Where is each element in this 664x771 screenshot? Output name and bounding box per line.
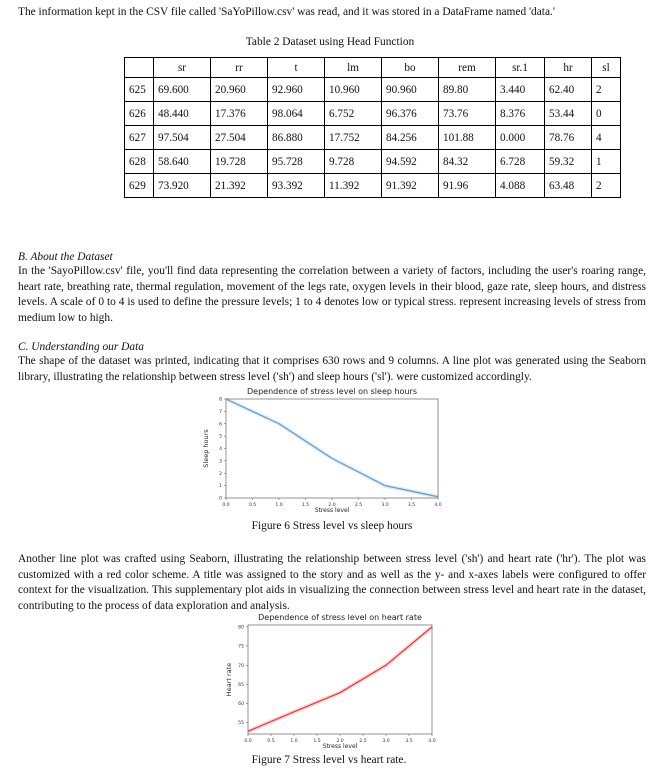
figure-6-caption: Figure 6 Stress level vs sleep hours: [251, 520, 413, 532]
chart-title: Dependence of stress level on sleep hours: [247, 387, 417, 396]
y-tick-label: 0: [219, 496, 222, 502]
table-cell: 78.76: [545, 126, 592, 150]
x-tick-label: 3.5: [405, 739, 413, 744]
x-tick-label: 4.0: [428, 739, 436, 744]
x-tick-label: 1.0: [275, 503, 283, 508]
table-cell: 2: [592, 78, 621, 102]
y-tick-label: 55: [238, 721, 244, 727]
y-tick-label: 70: [238, 663, 244, 669]
table-caption: Table 2 Dataset using Head Function: [245, 36, 415, 48]
table-cell: 84.32: [439, 150, 496, 174]
table-cell: 19.728: [211, 150, 268, 174]
y-tick-label: 5: [219, 434, 222, 440]
table-row: [125, 102, 621, 126]
table-cell: 86.880: [268, 126, 325, 150]
table-cell: 0.000: [496, 126, 545, 150]
table-cell: 96.376: [382, 102, 439, 126]
intro-text: The information kept in the CSV file called 'SaYoPillow.csv' was read, and it was stored in a DataFrame named 'data.': [18, 6, 555, 18]
table-cell: 91.96: [439, 174, 496, 198]
table-cell: bo: [382, 58, 439, 78]
figure-7-caption: Figure 7 Stress level vs heart rate.: [251, 754, 407, 766]
table-cell: 89.80: [439, 78, 496, 102]
y-tick-label: 7: [219, 409, 222, 415]
series-confidence-band: [248, 627, 432, 731]
table-cell: 6.752: [325, 102, 382, 126]
section-b-heading: B. About the Dataset: [18, 251, 113, 263]
table-cell: 21.392: [211, 174, 268, 198]
y-tick-label: 6: [219, 422, 222, 428]
table-cell: 62.40: [545, 78, 592, 102]
table-cell: 90.960: [382, 78, 439, 102]
x-tick-label: 2.0: [328, 503, 336, 508]
x-tick-label: 3.0: [382, 739, 390, 744]
y-tick-label: 75: [238, 644, 244, 650]
table-cell: 58.640: [154, 150, 211, 174]
y-axis-label: Heart rate: [225, 662, 233, 697]
figure-6-chart: [198, 386, 446, 518]
table-cell: sr.1: [496, 58, 545, 78]
y-tick-label: 2: [219, 471, 222, 477]
table-cell: 59.32: [545, 150, 592, 174]
table-cell: 10.960: [325, 78, 382, 102]
table-cell: 6.728: [496, 150, 545, 174]
table-cell: 27.504: [211, 126, 268, 150]
table-cell: sl: [592, 58, 621, 78]
table-cell: 17.376: [211, 102, 268, 126]
table-cell: 17.752: [325, 126, 382, 150]
table-cell: lm: [325, 58, 382, 78]
table-cell: 93.392: [268, 174, 325, 198]
section-c-heading: C. Understanding our Data: [18, 341, 144, 353]
y-tick-label: 8: [219, 397, 222, 403]
table-row: [125, 126, 621, 150]
y-axis-label: Sleep hours: [202, 429, 210, 468]
table-cell: 1: [592, 150, 621, 174]
table-cell: 4.088: [496, 174, 545, 198]
table-cell: 3.440: [496, 78, 545, 102]
table-cell: 626: [125, 102, 154, 126]
section-c-text: The shape of the dataset was printed, indicating that it comprises 630 rows and 9 columns. A line plot was generated using the Seaborn library, illustrating the relationship between stress level ('sh') and sleep hours ('sl'). were customized accordingly.: [18, 355, 646, 383]
table-cell: 2: [592, 174, 621, 198]
table-row: [125, 78, 621, 102]
table-cell: 627: [125, 126, 154, 150]
chart-title: Dependence of stress level on heart rate: [258, 613, 422, 622]
table-cell: 69.600: [154, 78, 211, 102]
table-cell: 92.960: [268, 78, 325, 102]
table-cell: 48.440: [154, 102, 211, 126]
x-tick-label: 4.0: [434, 503, 442, 508]
table-cell: 20.960: [211, 78, 268, 102]
table-cell: 53.44: [545, 102, 592, 126]
table-cell: rr: [211, 58, 268, 78]
table-cell: 95.728: [268, 150, 325, 174]
table-cell: t: [268, 58, 325, 78]
y-tick-label: 80: [238, 625, 244, 631]
table-cell: 84.256: [382, 126, 439, 150]
x-tick-label: 1.5: [301, 503, 310, 508]
table-cell: 63.48: [545, 174, 592, 198]
table-cell: 0: [592, 102, 621, 126]
x-tick-label: 3.5: [407, 503, 416, 508]
table-cell: 8.376: [496, 102, 545, 126]
x-tick-label: 0.0: [244, 739, 252, 744]
x-tick-label: 3.0: [381, 503, 389, 508]
figure-7-chart: [222, 613, 436, 753]
table-cell: 4: [592, 126, 621, 150]
series-line: [248, 627, 432, 731]
x-tick-label: 2.0: [336, 739, 344, 744]
paragraph-2: Another line plot was crafted using Seaborn, illustrating the relationship between stress level ('sh') and heart rate ('hr'). The plot was customized with a red color scheme. A title was assigned to the story and as well as the y- and x-axes labels were configured to offer context for the visualization. This supplementary plot aids in visualizing the connection between stress level and heart rate in the dataset, contributing to the process of data exploration and analysis.: [18, 553, 646, 612]
y-tick-label: 1: [219, 484, 222, 490]
x-tick-label: 0.0: [222, 503, 230, 508]
table-cell: 11.392: [325, 174, 382, 198]
series-line: [226, 399, 438, 497]
table-cell: 9.728: [325, 150, 382, 174]
y-tick-label: 4: [219, 447, 222, 453]
table-cell: [125, 58, 154, 78]
table-cell: hr: [545, 58, 592, 78]
x-axis-label: Stress level: [322, 743, 358, 750]
table-cell: 101.88: [439, 126, 496, 150]
y-tick-label: 3: [219, 459, 222, 465]
table-cell: 91.392: [382, 174, 439, 198]
table-cell: 625: [125, 78, 154, 102]
table-cell: 73.920: [154, 174, 211, 198]
table-cell: rem: [439, 58, 496, 78]
table-cell: 73.76: [439, 102, 496, 126]
table-cell: 97.504: [154, 126, 211, 150]
x-axis-label: Stress level: [314, 507, 350, 514]
table-header-row: [125, 58, 621, 78]
x-tick-label: 0.5: [267, 739, 275, 744]
section-b-text: In the 'SayoPillow.csv' file, you'll find data representing the correlation between a variety of factors, including the user's roaring range, heart rate, breathing rate, thermal regulation, movement of the legs rate, oxygen levels in their blood, gaze rate, sleep hours, and distress levels. A scale of 0 to 4 is used to define the pressure levels; 1 to 4 denotes low or typical stress. represent increasing levels of stress from medium low to high.: [18, 265, 646, 324]
table-cell: sr: [154, 58, 211, 78]
table-row: [125, 150, 621, 174]
table-cell: 94.592: [382, 150, 439, 174]
x-tick-label: 0.5: [248, 503, 257, 508]
x-tick-label: 1.5: [313, 739, 321, 744]
table-row: [125, 174, 621, 198]
table-cell: 628: [125, 150, 154, 174]
table-cell: 98.064: [268, 102, 325, 126]
y-tick-label: 60: [238, 702, 244, 708]
table-cell: 629: [125, 174, 154, 198]
x-tick-label: 2.5: [359, 739, 367, 744]
x-tick-label: 2.5: [354, 503, 363, 508]
dataset-table: [124, 57, 621, 198]
y-tick-label: 65: [238, 682, 244, 688]
x-tick-label: 1.0: [290, 739, 298, 744]
